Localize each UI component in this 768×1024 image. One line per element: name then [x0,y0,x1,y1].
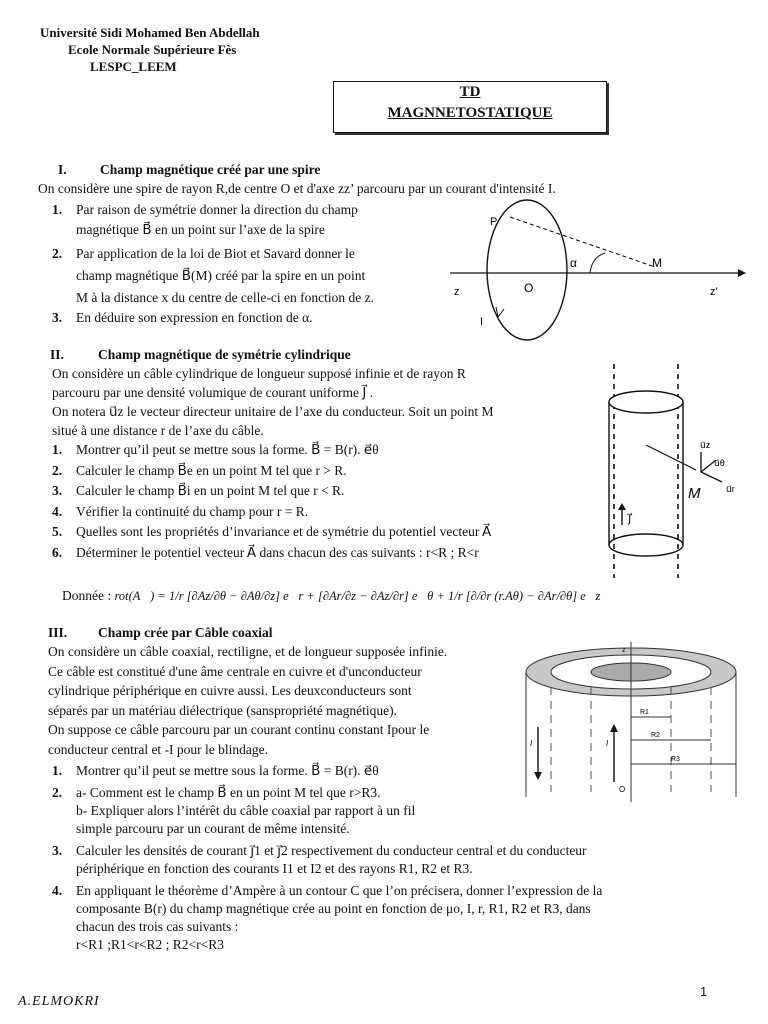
section1-intro: On considère une spire de rayon R,de centre O et d'axe zz’ parcouru par un courant d'intensité I. [38,181,556,196]
current-arrow-icon [496,307,504,317]
list-item [52,522,491,543]
list-item [52,481,491,502]
intro-line: cylindrique périphérique en cuivre aussi. Les deuxconducteurs sont [48,683,412,698]
school-name: Ecole Normale Supérieure Fès [68,42,237,57]
label-z: z [454,286,460,298]
section1-title: Champ magnétique créé par une spire [100,162,321,177]
item-text: périphérique en fonction des courants I1 et I2 et des rayons R1, R2 et R3. [76,861,473,876]
lab-name: LESPC_LEEM [90,59,177,74]
item-text: En déduire son expression en fonction de α. [76,310,313,325]
loop-figure [440,195,750,345]
label-p: P [490,216,498,228]
cylinder-top [609,391,683,413]
list-item [52,502,491,523]
intro-line: séparés par un matériau diélectrique (sanspropriété magnétique). [48,702,397,718]
title-box [333,81,607,133]
item-number: 5. [52,524,63,539]
section1-number: I. [58,162,67,177]
intro-line: parcouru par une densité volumique de courant uniforme J⃗ . [52,385,374,400]
item-text: b- Expliquer alors l’intérêt du câble coaxial par rapport à un fil [76,803,416,818]
section3-intro [48,642,447,759]
label-o: O [619,785,626,794]
section3-title: Champ crée par Câble coaxial [98,625,273,640]
intro-line: conducteur central et -I pour le blindage. [48,741,269,757]
label-alpha: α [570,256,577,270]
list-item [52,543,491,564]
intro-line: On notera u⃗z le vecteur directeur unitaire de l’axe du conducteur. Soit un point M [52,404,494,419]
item-text: Calculer le champ B⃗e en un point M tel que r > R. [76,462,347,478]
item-text: chacun des trois cas suivants : [76,919,239,934]
title-td: TD [459,84,481,100]
loop-ellipse [487,200,567,340]
item-text: Calculer les densités de courant j⃗1 et j⃗2 respectivement du conducteur central et du conducteur [76,843,587,858]
section3-heading [48,623,272,643]
list-item [52,461,491,482]
page-number: 1 [700,984,708,999]
alpha-arc [590,253,605,273]
item-number: 4. [52,883,63,898]
intro-line: On considère un câble cylindrique de longueur supposé infinie et de rayon R [52,366,466,381]
list-item [52,842,602,878]
label-r1: R1 [640,709,649,716]
cylinder-bottom [609,534,683,556]
section2-items [52,440,491,563]
item-text: Montrer qu’il peut se mettre sous la forme. B⃗ = B(r). e⃗θ [76,442,379,457]
item-text: Quelles sont les propriétés d’invariance et de symétrie du potentiel vecteur A⃗ [76,524,492,539]
label-uz: u⃗z [700,440,711,450]
intro-line: On suppose ce câble parcouru par un courant continu constant Ipour le [48,722,430,737]
list-item [52,440,491,461]
label-current-left: I [530,739,533,748]
label-zprime: z' [710,286,718,298]
item-number: 2. [52,462,63,478]
author-signature: A.ELMOKRI [18,994,100,1009]
item-text: Par raison de symétrie donner la direction du champ [76,202,358,217]
cylinder-figure [596,360,746,582]
label-m: M [652,256,662,270]
section2-heading [50,345,351,365]
item-text: simple parcouru par un courant de même intensité. [76,821,350,836]
formula-text: rot(A⃗) = 1/r [∂Az/∂θ − ∂Aθ/∂z] e⃗r + [∂Ar/∂z − ∂Az/∂r] e⃗θ + 1/r [∂/∂r (r.Aθ) − ∂Ar/∂θ] e⃗z [114,589,601,603]
label-current: I [480,316,484,328]
section1-item-1 [52,200,432,240]
label-ur: u⃗r [726,484,735,494]
radius-line [646,445,696,470]
title-subject: MAGNNETOSTATIQUE [387,105,553,121]
university-name: Université Sidi Mohamed Ben Abdellah [40,25,260,40]
item-number: 2. [52,785,63,800]
formula-label: Donnée : [62,588,112,603]
label-o: O [524,281,534,295]
item-text: Montrer qu’il peut se mettre sous la forme. B⃗ = B(r). e⃗θ [76,763,379,778]
label-utheta: u⃗θ [714,458,725,468]
label-r3: R3 [671,756,680,763]
item-number: 1. [52,442,63,457]
item-number: 1. [52,763,63,778]
item-text: Calculer le champ B⃗i en un point M tel que r < R. [76,483,345,498]
section2-number: II. [50,347,64,362]
item-number: 3. [52,483,63,498]
label-m: M [688,485,701,502]
item-text: a- Comment est le champ B⃗ en un point M tel que r>R3. [76,785,381,800]
item-text: r<R1 ;R1<r<R2 ; R2<r<R3 [76,937,224,952]
item-number: 4. [52,503,63,519]
intro-line: On considère un câble coaxial, rectiligne, et de longueur supposée infinie. [48,644,448,659]
label-z: z [622,647,626,654]
arrow-down-icon [534,772,542,780]
item-text: Par application de la loi de Biot et Savard donner le [76,246,355,261]
formula-block [62,586,752,606]
item-number: 6. [52,544,63,560]
item-number: 1. [52,202,63,217]
arrow-up-icon [610,724,618,732]
item-number: 2. [52,246,63,261]
item-text: composante B(r) du champ magnétique crée au point en fonction de μo, I, r, R1, R2 et R3, dans [76,901,591,916]
item-text: champ magnétique B⃗(M) créé par la spire en un point [76,268,366,283]
ur-vector [701,472,722,482]
section1-item-2 [52,243,442,309]
item-number: 3. [52,310,63,325]
item-text: En appliquant le théorème d’Ampère à un contour C que l’on précisera, donner l’expression de la [76,883,603,898]
list-item [52,882,602,954]
section1-heading [58,160,320,180]
item-number: 3. [52,843,63,858]
item-text: M à la distance x du centre de celle-ci en fonction de z. [76,290,374,305]
item-text: Déterminer le potentiel vecteur A⃗ dans chacun des cas suivants : r<R ; R<r [76,544,479,560]
intro-line: Ce câble est constitué d'une âme centrale en cuivre et d'unconducteur [48,663,422,679]
section2-intro [52,364,494,440]
section2-title: Champ magnétique de symétrie cylindrique [98,347,351,362]
item-text: magnétique B⃗ en un point sur l’axe de la spire [76,222,325,237]
axis-arrow-icon [738,269,746,277]
section3-number: III. [48,625,68,640]
coaxial-figure [506,642,746,812]
p-to-m-line [510,217,655,267]
intro-line: situé à une distance r de l’axe du câble. [52,423,264,438]
j-arrow-icon [618,503,626,510]
section1-item-3 [52,308,313,328]
label-current-core: I [606,739,609,748]
item-text: Vérifier la continuité du champ pour r = R. [76,503,309,519]
label-r2: R2 [651,732,660,739]
label-j: j⃗ [628,511,632,525]
